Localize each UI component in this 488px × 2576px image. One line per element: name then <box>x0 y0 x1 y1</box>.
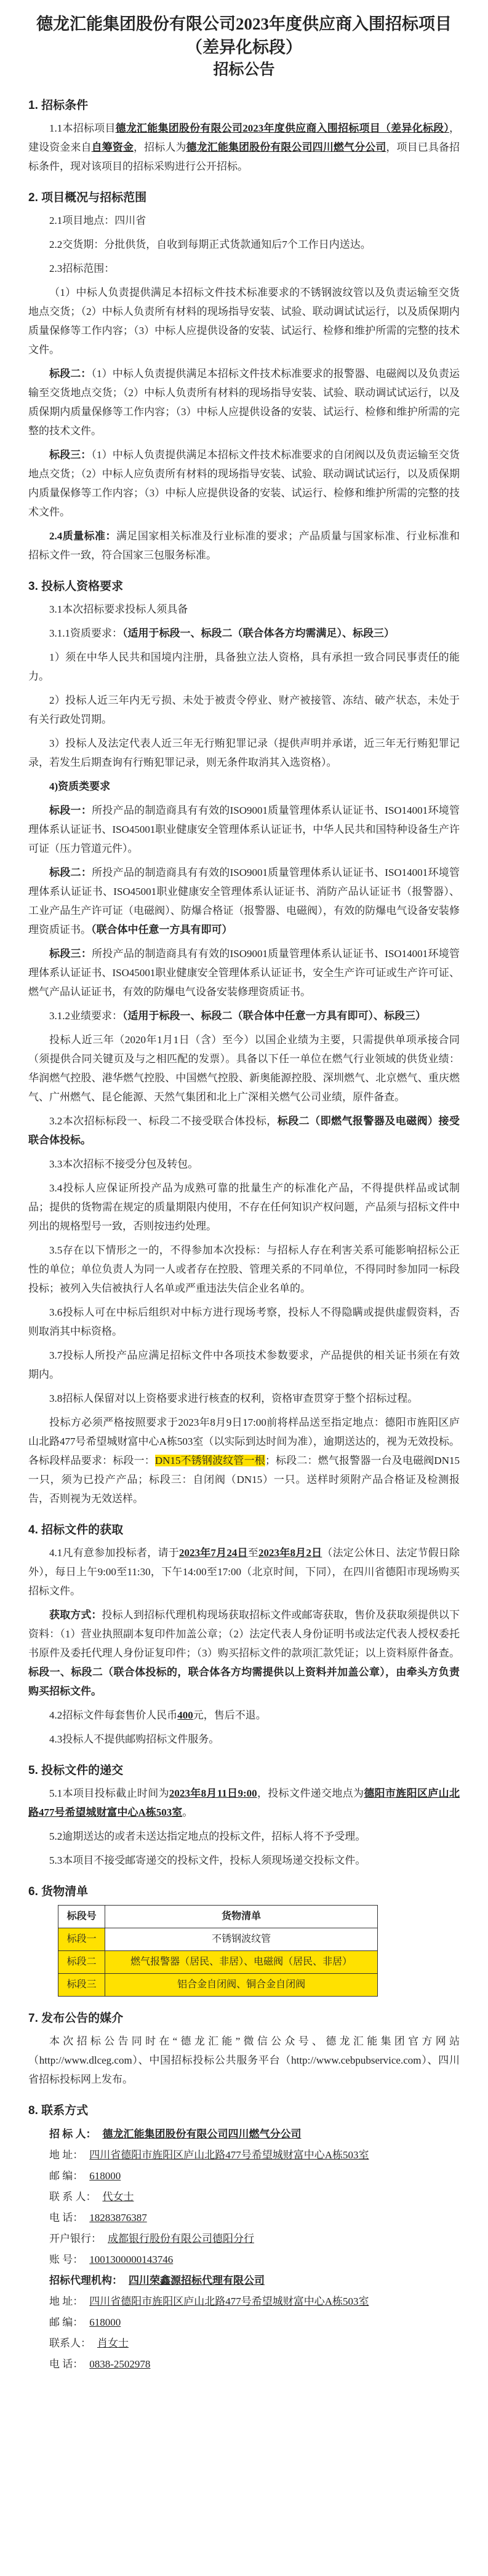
paragraph: （1）中标人负责提供满足本招标文件技术标准要求的不锈钢波纹管以及负责运输至交货地点交货；（2）中标人负责所有材料的现场指导安装、试验、联动调试试运行，以及质保期内质量保修等工作内容；（3）中标人应提供设备的安装、试运行、检修和维护所需的完整的技术文件。 <box>28 287 460 356</box>
paragraph: 3）投标人及法定代表人近三年无行贿犯罪记录（提供声明并承诺，近三年无行贿犯罪记录，若发生后期查询有行贿犯罪记录，则无条件取消其入选资格）。 <box>28 737 460 768</box>
paragraph: 3.3本次招标不接受分包及转包。 <box>49 1158 199 1170</box>
table-cell: 标段二 <box>58 1951 105 1974</box>
paragraph: 标段三：（1）中标人负责提供满足本招标文件技术标准要求的自闭阀以及负责运输至交货地点交货；（2）中标人应负责所有材料的现场指导安装、试验、联动调试试运行，以及质保期内质量保修等工作内容；（3）中标人应提供设备的安装、试运行、检修和维护所需的完整的技术文件。 <box>28 449 460 518</box>
paragraph: 4.3投标人不提供邮购招标文件服务。 <box>49 1733 220 1745</box>
paragraph: 4.1凡有意参加投标者，请于2023年7月24日至2023年8月2日（法定公休日、法定节假日除外），每日上午9:00至11:30，下午14:00至17:00（北京时间，下同），在四川省德阳市现场购买招标文件。 <box>28 1547 460 1597</box>
table-cell: 标段三 <box>58 1974 105 1997</box>
paragraph: 获取方式：投标人到招标代理机构现场获取招标文件或邮寄获取，售价及获取须提供以下资料：（1）营业执照副本复印件加盖公章；（2）法定代表人身份证明书或法定代表人授权委托书原件及委托代理人身份证复印件；（3）购买招标文件的款项汇款凭证；以上资料原件备查。标段一、标段二（联合体投标的，联合体各方均需提供以上资料并加盖公章），由牵头方负责购买招标文件。 <box>28 1609 460 1697</box>
paragraph: 3.1本次招标要求投标人须具备 <box>49 603 188 615</box>
contact-row: 招标代理机构： 四川荣鑫源招标代理有限公司 <box>49 2275 265 2286</box>
contact-row: 电 话： 0838-2502978 <box>49 2358 151 2370</box>
contact-row: 联系人： 肖女士 <box>49 2337 129 2349</box>
section-heading: 6. 货物清单 <box>28 1885 89 1898</box>
paragraph: 1.1本招标项目德龙汇能集团股份有限公司2023年度供应商入围招标项目（差异化标段），建设资金来自自筹资金，招标人为德龙汇能集团股份有限公司四川燃气分公司，项目已具备招标条件，现对该项目的招标采购进行公开招标。 <box>28 122 460 172</box>
paragraph: 标段一：所投产品的制造商具有有效的ISO9001质量管理体系认证证书、ISO14001环境管理体系认证证书、ISO45001职业健康安全管理体系认证证书，中华人民共和国特种设备生产许可证（压力管道元件）。 <box>28 805 460 854</box>
paragraph: 投标方必须严格按照要求于2023年8月9日17:00前将样品送至指定地点：德阳市旌阳区庐山北路477号希望城财富中心A栋503室（以实际到达时间为准），逾期送达的，视为无效投标。各标段样品要求：标段一：DN15不锈钢波纹管一根；标段二：燃气报警器一台及电磁阀DN15一只，须为已投产产品；标段三：自闭阀（DN15）一只。送样时须附产品合格证及检测报告，否则视为无效送样。 <box>28 1417 460 1505</box>
paragraph: 5.1本项目投标截止时间为2023年8月11日9:00，投标文件递交地点为德阳市旌阳区庐山北路477号希望城财富中心A栋503室。 <box>28 1787 460 1818</box>
paragraph: 3.6投标人可在中标后组织对中标方进行现场考察，投标人不得隐瞒或提供虚假资料，否则取消其中标资格。 <box>28 1306 460 1337</box>
section-heading: 8. 联系方式 <box>28 2104 89 2117</box>
page-subtitle: 招标公告 <box>213 62 275 78</box>
contact-row: 邮 编： 618000 <box>49 2170 121 2182</box>
table-header-cell: 标段号 <box>58 1906 105 1928</box>
paragraph: 5.2逾期送达的或者未送达指定地点的投标文件，招标人将不予受理。 <box>49 1831 366 1842</box>
table-header-cell: 货物清单 <box>105 1906 378 1928</box>
contact-row: 开户银行： 成都银行股份有限公司德阳分行 <box>49 2233 254 2244</box>
paragraph: 3.5存在以下情形之一的，不得参加本次投标：与招标人存在利害关系可能影响招标公正性的单位；单位负责人为同一人或者存在控股、管理关系的不同单位，不得同时参加同一标段投标；被列入失信被执行人名单或严重违法失信企业名单的。 <box>28 1244 460 1294</box>
table-header-row <box>58 1906 378 1928</box>
paragraph: 2.1项目地点：四川省 <box>49 215 146 226</box>
section-heading: 2. 项目概况与招标范围 <box>28 191 147 204</box>
section-heading: 3. 投标人资格要求 <box>28 580 124 593</box>
table-row <box>58 1951 378 1974</box>
contact-row: 电 话： 18283876387 <box>49 2212 147 2224</box>
table-row <box>58 1974 378 1997</box>
paragraph: 5.3本项目不接受邮寄递交的投标文件，投标人须现场递交投标文件。 <box>49 1854 366 1866</box>
contact-row: 联 系 人： 代女士 <box>49 2191 134 2203</box>
paragraph: 标段二：（1）中标人负责提供满足本招标文件技术标准要求的报警器、电磁阀以及负责运输至交货地点交货；（2）中标人负责所有材料的现场指导安装、试验、联动调试试运行，以及质保期内质量保修等工作内容；（3）中标人应提供设备的安装、试运行、检修和维护所需的完整的技术文件。 <box>28 368 460 437</box>
contact-row: 账 号： 1001300000143746 <box>49 2254 174 2265</box>
highlighted-text: DN15不锈钢波纹管一根 <box>154 1455 265 1466</box>
contact-row: 地 址： 四川省德阳市旌阳区庐山北路477号希望城财富中心A栋503室 <box>49 2296 369 2307</box>
paragraph: 1）须在中华人民共和国境内注册，具备独立法人资格，具有承担一致合同民事责任的能力。 <box>28 651 460 682</box>
paragraph: 3.4投标人应保证所投产品为成熟可靠的批量生产的标准化产品，不得提供样品或试制品；提供的货物需在规定的质量期限内使用，不存在任何知识产权问题，产品须与招标文件中列出的规格型号一致，否则按违约处理。 <box>28 1182 460 1232</box>
paragraph: 4.2招标文件每套售价人民币400元，售后不退。 <box>49 1709 266 1721</box>
paragraph: 3.1.1资质要求：（适用于标段一、标段二（联合体各方均需满足）、标段三） <box>49 627 394 639</box>
table-cell: 铝合金自闭阀、铜合金自闭阀 <box>105 1974 378 1997</box>
paragraph: 投标人近三年（2020年1月1日（含）至今）以国企业绩为主要，只需提供单项承接合同（须提供合同关键页及与之相匹配的发票）。具备以下任一单位在燃气行业领域的供货业绩：华润燃气控股、港华燃气控股、中国燃气控股、新奥能源控股、深圳燃气、北京燃气、重庆燃气、广州燃气、昆仑能源、天然气集团和北上广深相关燃气公司业绩，原件备查。 <box>28 1034 460 1103</box>
paragraph: 本次招标公告同时在“德龙汇能”微信公众号、德龙汇能集团官方网站（http://www.dlceg.com）、中国招标投标公共服务平台（http://www.cebpubservice.com）、四川省招标投标网上发布。 <box>28 2035 460 2085</box>
paragraph: 3.2本次招标标段一、标段二不接受联合体投标，标段二（即燃气报警器及电磁阀）接受联合体投标。 <box>28 1115 460 1146</box>
paragraph: 2.4质量标准：满足国家相关标准及行业标准的要求；产品质量与国家标准、行业标准和招标文件一致，符合国家三包服务标准。 <box>28 530 460 561</box>
paragraph: 3.1.2业绩要求：（适用于标段一、标段二（联合体中任意一方具有即可）、标段三） <box>49 1010 426 1022</box>
paragraph: 标段二：所投产品的制造商具有有效的ISO9001质量管理体系认证证书、ISO14001环境管理体系认证证书、ISO45001职业健康安全管理体系认证证书、消防产品认证证书（报警器）、工业产品生产许可证（电磁阀）、防爆合格证（报警器、电磁阀），有效的防爆电气设备安装修理资质证书。（联合体中任意一方具有即可） <box>28 867 460 936</box>
contact-block <box>28 2124 460 2375</box>
table-cell: 不锈钢波纹管 <box>105 1928 378 1951</box>
section-heading: 5. 投标文件的递交 <box>28 1764 124 1777</box>
section-heading: 1. 招标条件 <box>28 99 89 112</box>
contact-row: 招 标 人： 德龙汇能集团股份有限公司四川燃气分公司 <box>49 2128 302 2140</box>
goods-table <box>58 1905 378 1997</box>
paragraph: 3.8招标人保留对以上资格要求进行核查的权利，资格审查贯穿于整个招标过程。 <box>49 1393 418 1404</box>
paragraph: 3.7投标人所投产品应满足招标文件中各项技术参数要求，产品提供的相关证书须在有效期内。 <box>28 1350 460 1380</box>
page-title: 德龙汇能集团股份有限公司2023年度供应商入围招标项目 （差异化标段） <box>36 15 452 57</box>
paragraph: 2.2交货期：分批供货，自收到每期正式货款通知后7个工作日内送达。 <box>49 239 371 250</box>
table-cell: 燃气报警器（居民、非居）、电磁阀（居民、非居） <box>105 1951 378 1974</box>
contact-row: 地 址： 四川省德阳市旌阳区庐山北路477号希望城财富中心A栋503室 <box>49 2149 369 2161</box>
table-cell: 标段一 <box>58 1928 105 1951</box>
section-heading: 7. 发布公告的媒介 <box>28 2012 124 2025</box>
paragraph: 2）投标人近三年内无亏损、未处于被责令停业、财产被接管、冻结、破产状态，未处于有关行政处罚期。 <box>28 694 460 725</box>
section-heading: 4. 招标文件的获取 <box>28 1524 124 1536</box>
subheading: 4)资质类要求 <box>49 781 111 792</box>
table-row <box>58 1928 378 1951</box>
paragraph: 2.3招标范围： <box>49 263 115 274</box>
contact-row: 邮 编： 618000 <box>49 2316 121 2328</box>
paragraph: 标段三：所投产品的制造商具有有效的ISO9001质量管理体系认证证书、ISO14001环境管理体系认证证书、ISO45001职业健康安全管理体系认证证书，安全生产许可证或生产许可证、燃气产品认证证书，有效的防爆电气设备安装修理资质证书。 <box>28 948 460 998</box>
